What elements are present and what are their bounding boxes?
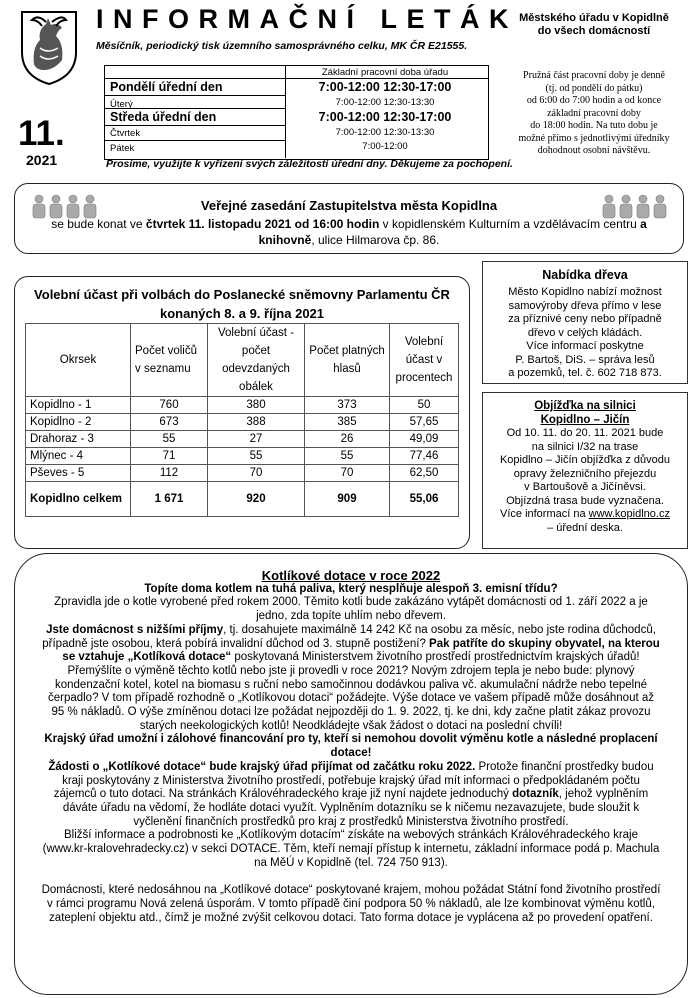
column-header: Počet voličů v seznamu: [131, 324, 208, 397]
website-link[interactable]: www.kopidlno.cz: [588, 508, 670, 520]
note-line: základní pracovní doby: [547, 107, 641, 119]
table-row: Kopidlno - 2 673 388 385 57,65: [26, 414, 459, 431]
page-title: INFORMAČNÍ LETÁK: [96, 4, 518, 34]
article-paragraph: Zpravidla jde o kotle vyrobené před rokem 2000. Těmito kotli bude zakázáno vytápět domácnosti od 1. září 2022 a je jedno, zda topíte uhlím nebo dřevem.: [54, 596, 648, 623]
recipient-block: [498, 12, 690, 38]
hours-time: 7:00-12:00 12:30-13:30: [335, 97, 435, 108]
meeting-announcement: [14, 183, 684, 254]
boiler-subsidy-article: [14, 553, 688, 995]
article-paragraph: Krajský úřad umožní i zálohové financování pro ty, kteří si nemohou dovolit výměnu kotle a následné proplacení dotace!: [44, 733, 658, 760]
wood-offer-box: [482, 261, 688, 384]
table-row: Pševes - 5 112 70 70 62,50: [26, 465, 459, 482]
article-paragraph: Žádosti o „Kotlíkové dotace“ bude krajský úřad přijímat od začátku roku 2022. Protože finanční prostředky budou kraji poskytovány z Ministerstva životního prostředí, potřebuje krajský úřad mít informaci o předpokládaném počtu zájemců o tuto dotaci. Na stránkách Královéhradeckého kraje již nyní najdete jednoduchý dotazník, jehož vyplněním dáváte úřadu na vědomí, že hodláte dotaci využít. Vyplněním dotazníku se k ničemu nezavazujete, bude sloužit k vyčlenění finančních prostředků pro kraj z prostředků Ministerstva životního prostředí.: [48, 760, 654, 828]
issue-year: 2021: [26, 152, 58, 168]
issue-number: 11.: [18, 114, 65, 153]
appeal-note: Prosíme, využijte k vyřízení svých záležitostí úřední dny. Děkujeme za pochopení.: [106, 158, 513, 170]
hours-day: Pondělí úřední den: [110, 80, 223, 94]
turnout-title: Volební účast při volbách do Poslanecké sněmovny Parlamentu ČR konaných 8. a 9. října 2021: [34, 287, 450, 321]
detour-box: [482, 392, 688, 549]
recipient-line: do všech domácností: [537, 25, 651, 37]
column-header: Okrsek: [26, 324, 131, 397]
hours-time: 7:00-12:00 12:30-17:00: [318, 110, 452, 124]
note-line: Pružná část pracovní doby je denně: [523, 70, 665, 81]
recipient-line: Městského úřadu v Kopidlně: [519, 12, 669, 24]
article-paragraph: Bližší informace a podrobnosti ke „Kotlíkovým dotacím“ získáte na webových stránkách Královéhradeckého kraje (www.kr-kralovehradecky.cz) v sekci DOTACE. Těm, kteří nemají přístup k internetu, základní informace podá p. Machula na MěÚ v Kopidlně (tel. 724 750 913).: [42, 829, 660, 869]
meeting-text: se bude konat ve čtvrtek 11. listopadu 2021 od 16:00 hodin v kopidlenském Kulturním a vzdělávacím centru a knihovně, ulice Hilmarova čp. 86.: [51, 217, 647, 247]
hours-day: Pátek: [110, 143, 135, 154]
article-paragraph: Domácnosti, které nedosáhnou na „Kotlíkové dotace“ poskytované krajem, mohou požádat Státní fond životního prostředí v rámci programu Nová zelená úsporám. V tomto případě činí podpora 50 % nákladů, ale lze kombinovat výměnu kotlů, zateplení objektu atd., čímž je možné zvýšit celkovou dotaci. Tato forma dotace je vyplácena až po provedení opatření.: [41, 884, 661, 924]
note-line: možné přímo s jednotlivými úředníky: [518, 132, 670, 144]
column-header: Počet platných hlasů: [305, 324, 390, 397]
hours-time: 7:00-12:00 12:30-13:30: [335, 127, 435, 138]
table-row: Drahoraz - 3 55 27 26 49,09: [26, 431, 459, 448]
meeting-title: Veřejné zasedání Zastupitelstva města Kopidlna: [200, 198, 498, 213]
publication-subtitle: Měsíčník, periodický tisk územního samosprávného celku, MK ČR E21555.: [96, 40, 468, 52]
note-line: (tj. od pondělí do pátku): [545, 82, 643, 94]
town-crest-logo: [18, 8, 80, 86]
hours-time: 7:00-12:00 12:30-17:00: [318, 80, 452, 94]
note-line: do 18:00 hodin. Na tuto dobu je: [530, 120, 658, 131]
article-paragraph: Jste domácnost s nižšími příjmy, tj. dosahujete maximálně 14 242 Kč na osobu za měsíc, nebo jste rodina důchodců, případně jste osobou, která pobírá invalidní důchod od 3. stupně postižení? Pak patříte do skupiny obyvatel, na kterou se vztahuje „Kotlíková dotace“ poskytovaná Ministerstvem životního prostředí prostřednictvím krajských úřadů!: [42, 623, 660, 664]
turnout-table: [25, 323, 459, 517]
article-question: Topíte doma kotlem na tuhá paliva, který nesplňuje alespoň 3. emisní třídu?: [144, 582, 558, 595]
hours-time: 7:00-12:00: [362, 141, 408, 152]
note-line: dohodnout osobní návštěvu.: [537, 145, 651, 156]
hours-day: Čtvrtek: [110, 128, 141, 139]
table-row: Kopidlno - 1 760 380 373 50: [26, 397, 459, 414]
hours-day: Středa úřední den: [110, 110, 217, 124]
wood-text: Město Kopidlno nabízí možnost samovýroby dřeva přímo v lese za příznivé ceny nebo případně dřevo v celých kládách. Více informací poskytne P. Bartoš, DiS. – správa lesů a pozemků, tel. č. 602 718 873.: [508, 286, 662, 379]
column-header: Volební účast v procentech: [390, 324, 459, 397]
flexible-hours-note: [500, 70, 688, 158]
article-title: Kotlíkové dotace v roce 2022: [261, 568, 441, 583]
election-turnout-panel: [14, 276, 470, 549]
note-line: od 6:00 do 7:00 hodin a od konce: [526, 95, 662, 106]
wood-title: Nabídka dřeva: [542, 268, 628, 282]
table-row: Mlýnec - 4 71 55 55 77,46: [26, 448, 459, 465]
article-paragraph: Přemýšlíte o výměně těchto kotlů nebo jste ji provedli v roce 2021? Novým zdrojem tepla je nebo bude: plynový kondenzační kotel, kotel na biomasu s ruční nebo samočinnou dodávkou paliva vč. akumulační nádrže nebo tepelné čerpadlo? V tom případě rozhodně o „Kotlíkovou dotaci“ požádejte. Výše dotace ve vašem případě může dosáhnout až 95 % nákladů. O výše zmíněnou dotaci lze požádat nejpozději do 1. 9. 2022, tj. ke dni, kdy začne platit zákaz provozu starých neekologických kotlů! Neodkládejte však žádost o dotaci na poslední chvíli!: [47, 664, 655, 732]
office-hours-title: Základní pracovní doba úřadu: [321, 67, 449, 78]
hours-day: Úterý: [110, 99, 133, 110]
table-total-row: Kopidlno celkem 1 671 920 909 55,06: [26, 482, 459, 517]
column-header: Volební účast - počet odevzdaných obálek: [208, 324, 305, 397]
detour-title: Objížďka na silnici Kopidlno – Jičín: [534, 400, 636, 426]
detour-text: Od 10. 11. do 20. 11. 2021 bude na silnici I/32 na trase Kopidlno – Jičín objížďka z důvodu opravy železničního přejezdu v Bartoušově a Jičíněvsi. Objízdná trasa bude vyznačena. Více informací na www.kopidlno.cz – úřední deska.: [499, 427, 671, 534]
